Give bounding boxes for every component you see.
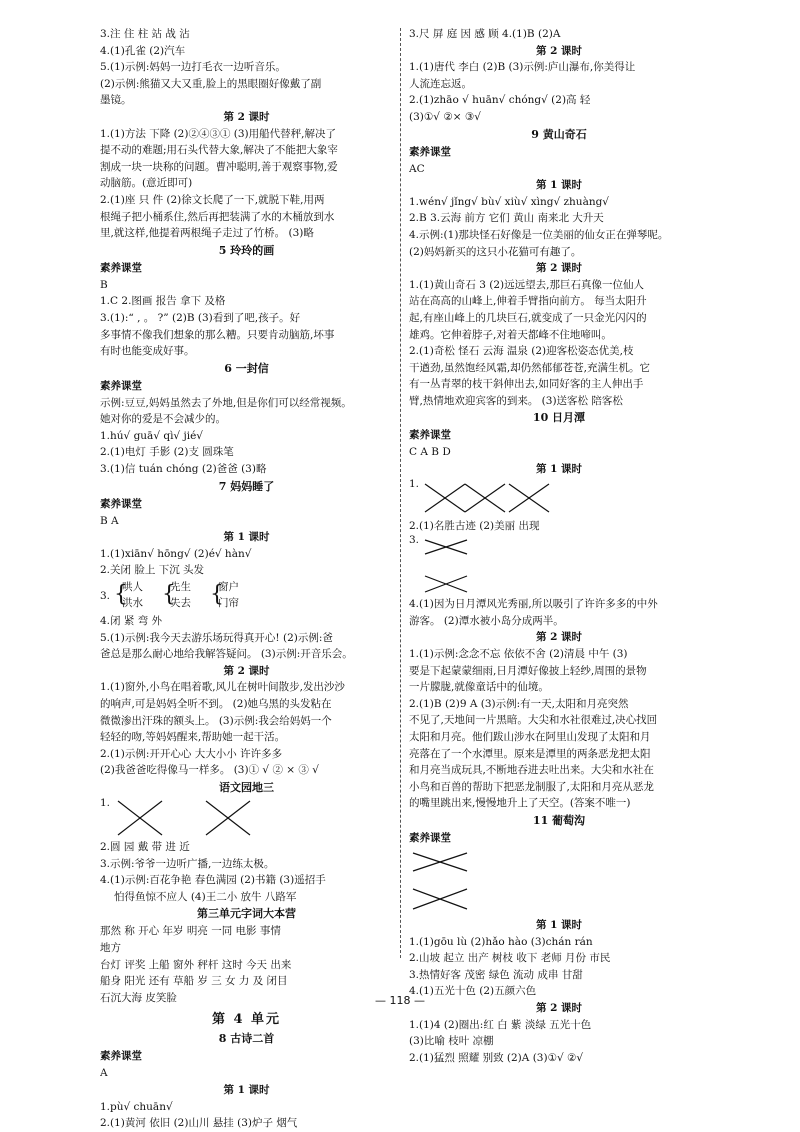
matching-figure (409, 478, 709, 518)
answer-line: 2.圆 园 戴 带 进 近 (100, 840, 190, 853)
answer-line: 1.(1)gōu lù (2)hǎo hào (3)chán rán (409, 935, 593, 948)
word-list: 石沉大海 皮笑脸 (100, 991, 177, 1004)
answer-line: 5.(1)示例:妈妈一边打毛衣一边听音乐。 (100, 61, 286, 74)
answer-line: 5.(1)示例:我今天去游乐场玩得真开心! (2)示例:爸 (100, 631, 333, 644)
answer-line: 根绳子把小桶系住,然后再把装满了水的木桶放到水 (100, 210, 335, 223)
item-number: 1. (100, 796, 111, 809)
page-number: — 118 — (375, 994, 425, 1007)
answer-line: B A (100, 514, 119, 527)
answer-line: 2.(1)猛烈 照耀 别致 (2)A (3)①√ ②√ (409, 1051, 584, 1064)
lesson-title: 8 古诗二首 (218, 1032, 275, 1046)
matching-lines (100, 797, 300, 839)
answer-line: 4.闭 紧 弯 外 (100, 615, 163, 628)
answer-line: 割成一块一块称的问题。曹冲聪明,善于观察事物,爱 (100, 160, 338, 173)
answer-line: 2.(1)B (2)9 A (3)示例:有一天,太阳和月亮突然 (409, 697, 629, 710)
answer-line: 有一丛青翠的枝干斜伸出去,如同好客的主人伸出手 (409, 378, 644, 391)
answer-line: 2.B 3.云海 前方 它们 黄山 南来北 大升天 (409, 212, 604, 225)
answer-line: 1.hú√ guā√ qì√ jié√ (100, 429, 203, 442)
lesson-period-heading: 第 2 课时 (535, 262, 583, 275)
section-heading: 素养课堂 (100, 1050, 142, 1063)
answer-line: 4.示例:(1)那块怪石好像是一位美丽的仙女正在弹琴呢。 (409, 228, 669, 241)
right-column (409, 26, 709, 1066)
word-list: 船身 阳光 还有 草船 岁 三 女 力 及 闭目 (100, 975, 288, 988)
word: 哄人 (122, 581, 143, 594)
lesson-title: 5 玲玲的画 (218, 243, 275, 257)
lesson-period-heading: 第 1 课时 (535, 179, 583, 192)
matching-lines (409, 534, 609, 596)
answer-line: 2.(1)奇松 怪石 云海 温泉 (2)迎客松姿态优美,枝 (409, 345, 634, 358)
section-heading: 素养课堂 (100, 379, 142, 392)
matching-figure (100, 797, 393, 839)
answer-line: 墨镜。 (100, 94, 132, 107)
answer-line: 微微渗出汗珠的额头上。 (3)示例:我会给妈妈一个 (100, 714, 332, 727)
word: 失去 (170, 597, 191, 610)
item-number: 3. (100, 590, 111, 603)
section-title: 第三单元字词大本营 (197, 907, 296, 921)
answer-line: 的响声,可是妈妈全听不到。 (2)她乌黑的头发粘在 (100, 698, 332, 710)
section-title: 语文园地三 (219, 780, 274, 794)
answer-line: 3.注 住 柱 站 战 沾 (100, 28, 190, 40)
word-list: 那然 称 开心 年岁 明亮 一同 电影 事情 (100, 925, 281, 938)
answer-line: 起,有座山峰上的几块巨石,就变成了一只金光闪闪的 (409, 311, 647, 324)
answer-line: 1.(1)示例:念念不忘 依依不舍 (2)清晨 中午 (3) (409, 648, 628, 661)
bracket-icon: { (210, 582, 224, 608)
section-heading: 素养课堂 (409, 831, 451, 844)
lesson-period-heading: 第 2 课时 (535, 631, 583, 644)
lesson-period-heading: 第 2 课时 (535, 44, 583, 57)
answer-line: 示例:豆豆,妈妈虽然去了外地,但是你们可以经常视频。 (100, 396, 352, 409)
answer-line: 3.热情好客 茂密 绿色 流动 成串 甘甜 (409, 968, 583, 981)
matching-lines (409, 478, 609, 518)
answer-line: 多事情不像我们想象的那么糟。只要肯动脑筋,坏事 (100, 328, 335, 341)
answer-line: 1.C 2.图画 报告 拿下 及格 (100, 295, 226, 308)
word-list: 台灯 评奖 上船 窗外 秤杆 这时 今天 出来 (100, 958, 292, 971)
column-divider (400, 28, 401, 958)
lesson-period-heading: 第 1 课时 (535, 463, 583, 476)
answer-line: A (100, 1067, 108, 1080)
answer-line: 2.关闭 脸上 下沉 头发 (100, 564, 205, 577)
answer-line: 怕得鱼惊不应人 (4)王二小 放牛 八路军 (114, 890, 297, 903)
answer-line: (2)妈妈新买的这只小花猫可有趣了。 (409, 245, 582, 258)
unit-title: 第 4 单元 (211, 1012, 282, 1028)
answer-line: 有时也能变成好事。 (100, 345, 195, 358)
answer-line: 2.(1)名胜古迹 (2)美丽 出现 (409, 519, 540, 532)
answer-line: 4.(1)因为日月潭风光秀丽,所以吸引了许许多多的中外 (409, 598, 658, 611)
lesson-title: 11 葡萄沟 (532, 813, 586, 827)
answer-line: 小鸟和百兽的帮助下把恶龙制服了,太阳和月亮从恶龙 (409, 780, 654, 793)
answer-line: 轻轻的吻,等妈妈醒来,帮助她一起干活。 (100, 731, 286, 744)
answer-line: 1.wén√ jǐng√ bù√ xiù√ xìng√ zhuàng√ (409, 195, 610, 208)
answer-line: 雄鸡。它伸着脖子,对着天都峰不住地啼叫。 (409, 328, 612, 341)
answer-line: 2.(1)电灯 手影 (2)支 圆珠笔 (100, 446, 234, 459)
answer-line: 3.(1):“ , 。 ?” (2)B (3)看到了吧,孩子。好 (100, 311, 301, 324)
answer-line: 4.(1)五光十色 (2)五颜六色 (409, 985, 537, 998)
answer-line: 1.(1)窗外,小鸟在唱着歌,风儿在树叶间散步,发出沙沙 (100, 681, 345, 694)
answer-line: 站在高高的山峰上,伸着手臂指向前方。 每当太阳升 (409, 295, 647, 308)
section-heading: 素养课堂 (100, 497, 142, 510)
answer-line: 1.(1)黄山奇石 3 (2)远远望去,那巨石真像一位仙人 (409, 278, 644, 291)
answer-line: 1.(1)xiān√ hōng√ (2)é√ hàn√ (100, 547, 252, 560)
left-column (100, 26, 393, 1132)
answer-line: 2.(1)座 只 件 (2)徐文长爬了一下,就脱下鞋,用两 (100, 193, 325, 206)
lesson-title: 6 一封信 (224, 361, 269, 375)
answer-line: 的嘴里跳出来,慢慢地升上了天空。(答案不唯一) (409, 797, 631, 810)
lesson-period-heading: 第 1 课时 (223, 1083, 270, 1096)
section-heading: 素养课堂 (409, 145, 451, 158)
bracket-icon: { (162, 582, 176, 608)
answer-line: 1.(1)唐代 李白 (2)B (3)示例:庐山瀑布,你美得让 (409, 61, 636, 74)
answer-line: 人流连忘返。 (409, 77, 472, 90)
lesson-period-heading: 第 1 课时 (223, 531, 270, 544)
lesson-title: 7 妈妈睡了 (218, 479, 275, 493)
answer-line: 她对你的爱是不会减少的。 (100, 413, 226, 426)
answer-line: 1.pù√ chuān√ (100, 1100, 173, 1113)
answer-line: 臂,热情地欢迎宾客的到来。 (3)送客松 陪客松 (409, 394, 623, 407)
item-number: 3. (409, 534, 420, 547)
answer-line: B (100, 278, 108, 291)
bracket-icon: { (114, 582, 128, 608)
answer-line: 亮落在了一个水潭里。原来是潭里的两条恶龙把太阳 (409, 747, 651, 760)
answer-line: (3)比喻 枝叶 凉棚 (409, 1035, 494, 1048)
section-heading: 素养课堂 (409, 429, 451, 442)
matching-lines (409, 847, 609, 917)
matching-figure (409, 534, 709, 596)
section-heading: 素养课堂 (100, 261, 142, 274)
lesson-period-heading: 第 2 课时 (223, 110, 270, 123)
answer-line: (3)①√ ②× ③√ (409, 110, 481, 123)
word-list: 地方 (100, 941, 121, 954)
answer-line: 里,就这样,他提着两根绳子走过了竹桥。 (3)略 (100, 227, 314, 240)
answer-line: 不见了,天地间一片黑暗。大尖和水社很难过,决心找回 (409, 714, 658, 727)
answer-line: 游客。 (2)潭水被小岛分成两半。 (409, 614, 564, 627)
answer-line: 动脑筋。(意近即可) (100, 177, 193, 190)
answer-line: 和月亮当成玩具,不断地吞进去吐出来。大尖和水社在 (409, 764, 654, 777)
answer-line: 一片朦胧,就像童话中的仙境。 (409, 681, 549, 694)
matching-figure (409, 847, 709, 917)
word: 先生 (170, 581, 191, 594)
answer-line: 要是下起蒙蒙细雨,日月潭好像披上轻纱,周围的景物 (409, 664, 647, 677)
answer-line: 2.(1)黄河 依旧 (2)山川 悬挂 (3)炉子 烟气 (100, 1117, 298, 1130)
answer-line: 3.(1)信 tuán chóng (2)爸爸 (3)略 (100, 463, 267, 476)
word: 洪水 (122, 597, 143, 610)
answer-line: 太阳和月亮。他们跋山涉水在阿里山发现了太阳和月 (409, 731, 651, 743)
answer-line: 1.(1)方法 下降 (2)②④③① (3)用船代替秤,解决了 (100, 127, 336, 140)
lesson-period-heading: 第 2 课时 (535, 1001, 583, 1014)
word-group-figure (100, 579, 393, 613)
answer-line: 2.山坡 起立 出产 树枝 收下 老师 月份 市民 (409, 952, 611, 965)
lesson-title: 9 黄山奇石 (531, 127, 587, 141)
answer-line: 干遒劲,虽然饱经风霜,却仍然郁郁苍苍,充满生机。它 (409, 361, 651, 374)
lesson-period-heading: 第 1 课时 (535, 918, 583, 931)
answer-line: 3.示例:爷爷一边听广播,一边练太极。 (100, 857, 275, 870)
lesson-title: 10 日月潭 (532, 411, 586, 425)
answer-line: 爸总是那么耐心地给我解答疑问。 (3)示例:开音乐会。 (100, 648, 353, 661)
answer-line: AC (409, 162, 425, 175)
item-number: 1. (409, 477, 420, 490)
answer-line: 4.(1)示例:百花争艳 春色满园 (2)书籍 (3)遥招手 (100, 874, 326, 887)
answer-line: 提不动的难题;用石头代替大象,解决了不能把大象宰 (100, 144, 338, 157)
answer-line: C A B D (409, 446, 451, 459)
word: 窗户 (218, 581, 239, 594)
answer-line: 3.尺 屏 庭 因 感 顾 4.(1)B (2)A (409, 28, 561, 40)
answer-line: 4.(1)孔雀 (2)汽车 (100, 44, 186, 57)
answer-line: 2.(1)zhāo √ huān√ chóng√ (2)高 轻 (409, 94, 591, 107)
lesson-period-heading: 第 2 课时 (223, 664, 270, 677)
answer-line: (2)我爸爸吃得像马一样多。 (3)① √ ② × ③ √ (100, 764, 319, 777)
word: 门帘 (218, 597, 239, 610)
answer-line: (2)示例:熊猫又大又重,脸上的黑眼圈好像戴了副 (100, 77, 322, 90)
answer-line: 2.(1)示例:开开心心 大大小小 许许多多 (100, 747, 283, 760)
answer-line: 1.(1)4 (2)圈出:红 白 紫 淡绿 五光十色 (409, 1018, 592, 1031)
